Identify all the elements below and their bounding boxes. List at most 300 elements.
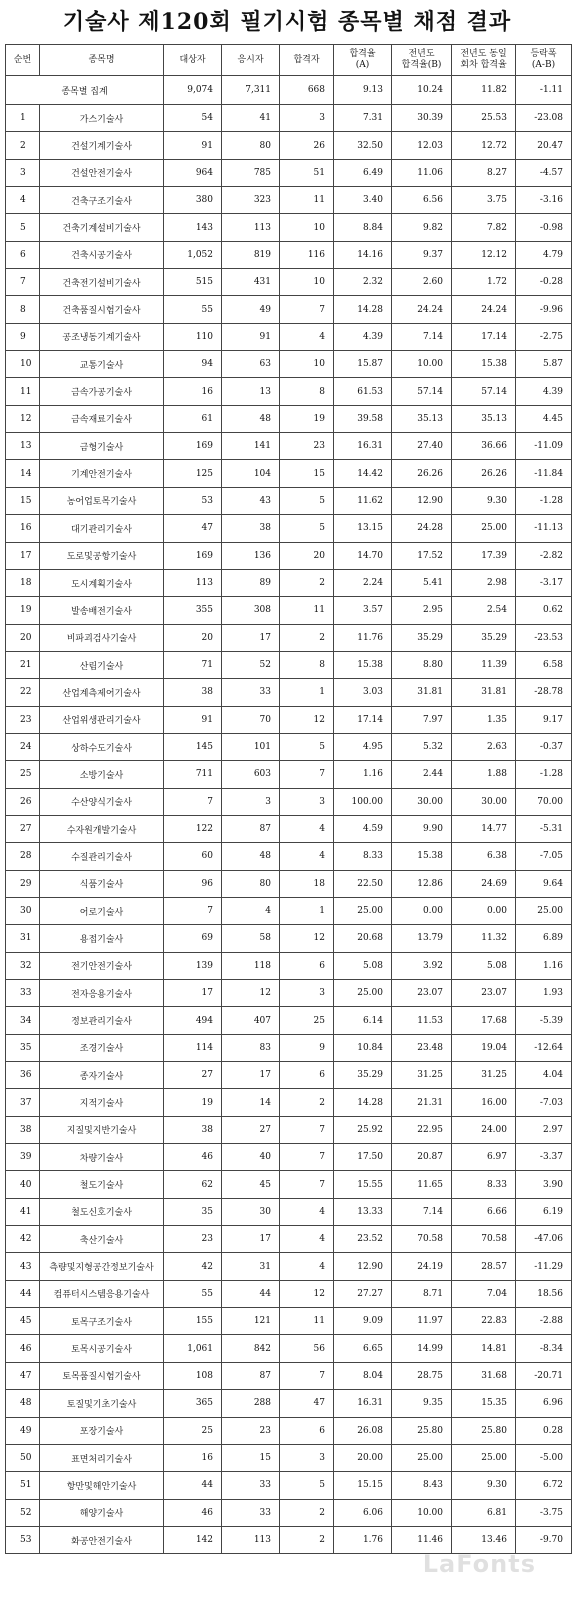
value-cell: 4.45	[516, 405, 572, 432]
value-cell: 4.95	[334, 733, 392, 760]
subject-name: 건축시공기술사	[40, 241, 164, 268]
table-row	[6, 351, 572, 378]
value-cell: 819	[222, 241, 280, 268]
value-cell: 44	[222, 1280, 280, 1307]
subject-name: 건축전기설비기술사	[40, 269, 164, 296]
table-row	[6, 487, 572, 514]
value-cell: 46	[164, 1499, 222, 1526]
value-cell: 11.62	[334, 487, 392, 514]
table-row	[6, 761, 572, 788]
value-cell: 25.53	[452, 105, 516, 132]
value-cell: 7.82	[452, 214, 516, 241]
value-cell: 12	[222, 980, 280, 1007]
row-number: 50	[6, 1444, 40, 1471]
value-cell: 17.68	[452, 1007, 516, 1034]
subject-name: 가스기술사	[40, 105, 164, 132]
subject-name: 농어업토목기술사	[40, 487, 164, 514]
subject-name: 정보관리기술사	[40, 1007, 164, 1034]
row-number: 47	[6, 1362, 40, 1389]
table-row	[6, 241, 572, 268]
value-cell: 6	[280, 1062, 334, 1089]
value-cell: 58	[222, 925, 280, 952]
subject-name: 토목품질시험기술사	[40, 1362, 164, 1389]
row-number: 3	[6, 159, 40, 186]
value-cell: 494	[164, 1007, 222, 1034]
table-row	[6, 597, 572, 624]
value-cell: 25.00	[334, 897, 392, 924]
subject-name: 포장기술사	[40, 1417, 164, 1444]
value-cell: 91	[222, 323, 280, 350]
value-cell: 17.14	[334, 706, 392, 733]
value-cell: 0.00	[452, 897, 516, 924]
value-cell: 14.70	[334, 542, 392, 569]
value-cell: 31.81	[392, 679, 452, 706]
table-row	[6, 679, 572, 706]
row-number: 11	[6, 378, 40, 405]
value-cell: -11.84	[516, 460, 572, 487]
value-cell: 10.00	[392, 1499, 452, 1526]
value-cell: 24.24	[392, 296, 452, 323]
value-cell: 15.87	[334, 351, 392, 378]
value-cell: -1.28	[516, 487, 572, 514]
row-number: 15	[6, 487, 40, 514]
value-cell: 87	[222, 815, 280, 842]
value-cell: 118	[222, 952, 280, 979]
value-cell: 14	[222, 1089, 280, 1116]
value-cell: 10	[280, 351, 334, 378]
subject-name: 철도신호기술사	[40, 1198, 164, 1225]
value-cell: 33	[222, 1472, 280, 1499]
value-cell: 5	[280, 487, 334, 514]
value-cell: 48	[222, 405, 280, 432]
row-number: 5	[6, 214, 40, 241]
value-cell: 9.82	[392, 214, 452, 241]
value-cell: 5	[280, 1472, 334, 1499]
value-cell: 8.71	[392, 1280, 452, 1307]
value-cell: -7.05	[516, 843, 572, 870]
value-cell: 16	[164, 1444, 222, 1471]
value-cell: 6.06	[334, 1499, 392, 1526]
subject-name: 산림기술사	[40, 651, 164, 678]
value-cell: 8	[280, 651, 334, 678]
row-number: 36	[6, 1062, 40, 1089]
value-cell: 38	[222, 515, 280, 542]
subject-name: 수질관리기술사	[40, 843, 164, 870]
value-cell: 55	[164, 1280, 222, 1307]
value-cell: 31.25	[452, 1062, 516, 1089]
value-cell: 8.43	[392, 1472, 452, 1499]
subject-name: 비파괴검사기술사	[40, 624, 164, 651]
value-cell: 31	[222, 1253, 280, 1280]
value-cell: 6.58	[516, 651, 572, 678]
value-cell: 15.38	[334, 651, 392, 678]
row-number: 33	[6, 980, 40, 1007]
value-cell: 3	[280, 980, 334, 1007]
value-cell: 355	[164, 597, 222, 624]
row-number: 30	[6, 897, 40, 924]
header-row	[6, 45, 572, 76]
value-cell: 41	[222, 105, 280, 132]
value-cell: 1.88	[452, 761, 516, 788]
value-cell: 5.08	[452, 952, 516, 979]
value-cell: 13.33	[334, 1198, 392, 1225]
table-row	[6, 788, 572, 815]
value-cell: 33	[222, 1499, 280, 1526]
value-cell: 94	[164, 351, 222, 378]
table-row	[6, 1499, 572, 1526]
value-cell: 44	[164, 1472, 222, 1499]
value-cell: 14.81	[452, 1335, 516, 1362]
row-number: 4	[6, 187, 40, 214]
subject-name: 지적기술사	[40, 1089, 164, 1116]
table-row	[6, 1280, 572, 1307]
value-cell: 2.44	[392, 761, 452, 788]
value-cell: 1	[280, 897, 334, 924]
value-cell: 23.52	[334, 1226, 392, 1253]
row-number: 22	[6, 679, 40, 706]
row-number: 28	[6, 843, 40, 870]
table-row	[6, 159, 572, 186]
row-number: 26	[6, 788, 40, 815]
subject-name: 금형기술사	[40, 433, 164, 460]
subject-name: 어로기술사	[40, 897, 164, 924]
value-cell: 39.58	[334, 405, 392, 432]
row-number: 27	[6, 815, 40, 842]
value-cell: -5.31	[516, 815, 572, 842]
summary-cell: -1.11	[516, 76, 572, 105]
value-cell: 4	[280, 1253, 334, 1280]
row-number: 38	[6, 1116, 40, 1143]
summary-cell: 7,311	[222, 76, 280, 105]
value-cell: 15	[222, 1444, 280, 1471]
subject-name: 상하수도기술사	[40, 733, 164, 760]
value-cell: 3.75	[452, 187, 516, 214]
value-cell: 1.16	[516, 952, 572, 979]
value-cell: 18.56	[516, 1280, 572, 1307]
value-cell: 5.32	[392, 733, 452, 760]
row-number: 52	[6, 1499, 40, 1526]
value-cell: 125	[164, 460, 222, 487]
value-cell: 113	[164, 569, 222, 596]
value-cell: 43	[222, 487, 280, 514]
value-cell: -20.71	[516, 1362, 572, 1389]
table-row	[6, 1007, 572, 1034]
table-row	[6, 1144, 572, 1171]
table-row	[6, 378, 572, 405]
value-cell: -0.98	[516, 214, 572, 241]
column-header: 전년도 동일 회차 합격율	[452, 45, 516, 76]
value-cell: 35.13	[392, 405, 452, 432]
value-cell: 141	[222, 433, 280, 460]
value-cell: 70.58	[392, 1226, 452, 1253]
value-cell: 169	[164, 433, 222, 460]
value-cell: 0.62	[516, 597, 572, 624]
row-number: 17	[6, 542, 40, 569]
value-cell: 3	[222, 788, 280, 815]
value-cell: 27	[164, 1062, 222, 1089]
subject-name: 철도기술사	[40, 1171, 164, 1198]
row-number: 8	[6, 296, 40, 323]
value-cell: 25.80	[452, 1417, 516, 1444]
value-cell: 5.87	[516, 351, 572, 378]
row-number: 2	[6, 132, 40, 159]
value-cell: 25.00	[452, 1444, 516, 1471]
value-cell: 11.06	[392, 159, 452, 186]
subject-name: 수산양식기술사	[40, 788, 164, 815]
value-cell: 89	[222, 569, 280, 596]
page-title: 기술사 제120회 필기시험 종목별 채점 결과	[62, 9, 512, 35]
value-cell: 1.93	[516, 980, 572, 1007]
table-row	[6, 1062, 572, 1089]
value-cell: 4.39	[334, 323, 392, 350]
value-cell: 515	[164, 269, 222, 296]
value-cell: 2	[280, 1089, 334, 1116]
value-cell: 17	[164, 980, 222, 1007]
value-cell: 20	[164, 624, 222, 651]
value-cell: 2.63	[452, 733, 516, 760]
value-cell: 114	[164, 1034, 222, 1061]
summary-cell: 10.24	[392, 76, 452, 105]
value-cell: 7	[280, 1144, 334, 1171]
value-cell: 143	[164, 214, 222, 241]
value-cell: 35.29	[334, 1062, 392, 1089]
value-cell: 25.92	[334, 1116, 392, 1143]
value-cell: 24.69	[452, 870, 516, 897]
value-cell: 23.07	[392, 980, 452, 1007]
value-cell: 9	[280, 1034, 334, 1061]
row-number: 53	[6, 1526, 40, 1553]
subject-name: 해양기술사	[40, 1499, 164, 1526]
summary-label: 종목별 집계	[6, 76, 164, 105]
value-cell: 14.99	[392, 1335, 452, 1362]
value-cell: 11.53	[392, 1007, 452, 1034]
row-number: 24	[6, 733, 40, 760]
value-cell: 139	[164, 952, 222, 979]
value-cell: 24.24	[452, 296, 516, 323]
value-cell: 31.68	[452, 1362, 516, 1389]
value-cell: 6.81	[452, 1499, 516, 1526]
value-cell: -1.28	[516, 761, 572, 788]
value-cell: 25.00	[452, 515, 516, 542]
row-number: 40	[6, 1171, 40, 1198]
value-cell: 60	[164, 843, 222, 870]
value-cell: 30.39	[392, 105, 452, 132]
table-row	[6, 1362, 572, 1389]
row-number: 18	[6, 569, 40, 596]
value-cell: 51	[280, 159, 334, 186]
value-cell: 35.13	[452, 405, 516, 432]
value-cell: 17	[222, 1226, 280, 1253]
value-cell: 12.90	[334, 1253, 392, 1280]
table-body	[6, 76, 572, 1554]
value-cell: 2	[280, 1526, 334, 1553]
value-cell: 83	[222, 1034, 280, 1061]
row-number: 23	[6, 706, 40, 733]
value-cell: 8.33	[452, 1171, 516, 1198]
value-cell: 17.14	[452, 323, 516, 350]
value-cell: 12.12	[452, 241, 516, 268]
subject-name: 건축기계설비기술사	[40, 214, 164, 241]
row-number: 46	[6, 1335, 40, 1362]
value-cell: 0.28	[516, 1417, 572, 1444]
summary-row	[6, 76, 572, 105]
value-cell: 2	[280, 1499, 334, 1526]
value-cell: 22.95	[392, 1116, 452, 1143]
value-cell: 101	[222, 733, 280, 760]
subject-name: 산업위생관리기술사	[40, 706, 164, 733]
value-cell: 11.46	[392, 1526, 452, 1553]
table-row	[6, 952, 572, 979]
value-cell: 16.31	[334, 1390, 392, 1417]
value-cell: 7	[280, 296, 334, 323]
value-cell: 46	[164, 1144, 222, 1171]
column-header: 등락폭 (A-B)	[516, 45, 572, 76]
value-cell: 87	[222, 1362, 280, 1389]
row-number: 1	[6, 105, 40, 132]
value-cell: 431	[222, 269, 280, 296]
value-cell: 6.89	[516, 925, 572, 952]
value-cell: 7.14	[392, 323, 452, 350]
table-row	[6, 1089, 572, 1116]
table-row	[6, 733, 572, 760]
value-cell: 28.57	[452, 1253, 516, 1280]
subject-name: 전자응용기술사	[40, 980, 164, 1007]
subject-name: 기계안전기술사	[40, 460, 164, 487]
value-cell: 17	[222, 624, 280, 651]
value-cell: 96	[164, 870, 222, 897]
value-cell: 1,052	[164, 241, 222, 268]
value-cell: 27	[222, 1116, 280, 1143]
row-number: 43	[6, 1253, 40, 1280]
value-cell: 5	[280, 515, 334, 542]
table-row	[6, 815, 572, 842]
row-number: 51	[6, 1472, 40, 1499]
subject-name: 건축품질시험기술사	[40, 296, 164, 323]
value-cell: 22.50	[334, 870, 392, 897]
value-cell: 35.29	[392, 624, 452, 651]
table-row	[6, 1417, 572, 1444]
value-cell: 11.76	[334, 624, 392, 651]
results-table	[5, 44, 572, 1554]
value-cell: 23.48	[392, 1034, 452, 1061]
value-cell: 13	[222, 378, 280, 405]
subject-name: 산업계측제어기술사	[40, 679, 164, 706]
value-cell: 40	[222, 1144, 280, 1171]
table-row	[6, 515, 572, 542]
value-cell: -8.34	[516, 1335, 572, 1362]
value-cell: 20	[280, 542, 334, 569]
value-cell: 9.30	[452, 487, 516, 514]
value-cell: 1.76	[334, 1526, 392, 1553]
value-cell: 25	[164, 1417, 222, 1444]
value-cell: -7.03	[516, 1089, 572, 1116]
value-cell: 20.68	[334, 925, 392, 952]
value-cell: 26.26	[452, 460, 516, 487]
value-cell: 63	[222, 351, 280, 378]
subject-name: 건축구조기술사	[40, 187, 164, 214]
value-cell: 169	[164, 542, 222, 569]
table-row	[6, 323, 572, 350]
row-number: 31	[6, 925, 40, 952]
value-cell: 57.14	[392, 378, 452, 405]
value-cell: 5	[280, 733, 334, 760]
value-cell: 38	[164, 1116, 222, 1143]
value-cell: 3.03	[334, 679, 392, 706]
value-cell: 8.84	[334, 214, 392, 241]
value-cell: 61.53	[334, 378, 392, 405]
value-cell: 7	[280, 1171, 334, 1198]
row-number: 48	[6, 1390, 40, 1417]
table-row	[6, 460, 572, 487]
row-number: 45	[6, 1308, 40, 1335]
value-cell: 3.92	[392, 952, 452, 979]
value-cell: 91	[164, 706, 222, 733]
value-cell: 142	[164, 1526, 222, 1553]
subject-name: 소방기술사	[40, 761, 164, 788]
table-row	[6, 542, 572, 569]
row-number: 20	[6, 624, 40, 651]
table-row	[6, 1171, 572, 1198]
row-number: 34	[6, 1007, 40, 1034]
value-cell: 3.57	[334, 597, 392, 624]
value-cell: 31.25	[392, 1062, 452, 1089]
value-cell: 964	[164, 159, 222, 186]
value-cell: 4.59	[334, 815, 392, 842]
value-cell: 25	[280, 1007, 334, 1034]
value-cell: -9.70	[516, 1526, 572, 1553]
subject-name: 도로및공항기술사	[40, 542, 164, 569]
value-cell: -23.08	[516, 105, 572, 132]
subject-name: 공조냉동기계기술사	[40, 323, 164, 350]
column-header: 합격자	[280, 45, 334, 76]
value-cell: 2	[280, 624, 334, 651]
value-cell: -3.75	[516, 1499, 572, 1526]
value-cell: 365	[164, 1390, 222, 1417]
value-cell: 24.28	[392, 515, 452, 542]
subject-name: 조경기술사	[40, 1034, 164, 1061]
value-cell: 11.39	[452, 651, 516, 678]
value-cell: 11	[280, 1308, 334, 1335]
value-cell: 16.00	[452, 1089, 516, 1116]
value-cell: 23	[222, 1417, 280, 1444]
value-cell: 12	[280, 706, 334, 733]
value-cell: 323	[222, 187, 280, 214]
value-cell: 10.84	[334, 1034, 392, 1061]
value-cell: 23	[164, 1226, 222, 1253]
value-cell: 108	[164, 1362, 222, 1389]
value-cell: 5.08	[334, 952, 392, 979]
value-cell: 136	[222, 542, 280, 569]
row-number: 49	[6, 1417, 40, 1444]
value-cell: 785	[222, 159, 280, 186]
subject-name: 발송배전기술사	[40, 597, 164, 624]
subject-name: 교통기술사	[40, 351, 164, 378]
value-cell: 28.75	[392, 1362, 452, 1389]
value-cell: 9.35	[392, 1390, 452, 1417]
value-cell: -3.37	[516, 1144, 572, 1171]
table-row	[6, 105, 572, 132]
table-row	[6, 1253, 572, 1280]
value-cell: 9.37	[392, 241, 452, 268]
row-number: 14	[6, 460, 40, 487]
value-cell: 2.60	[392, 269, 452, 296]
value-cell: 8.80	[392, 651, 452, 678]
value-cell: 1.35	[452, 706, 516, 733]
value-cell: 7.31	[334, 105, 392, 132]
value-cell: -3.16	[516, 187, 572, 214]
value-cell: 52	[222, 651, 280, 678]
value-cell: 26	[280, 132, 334, 159]
